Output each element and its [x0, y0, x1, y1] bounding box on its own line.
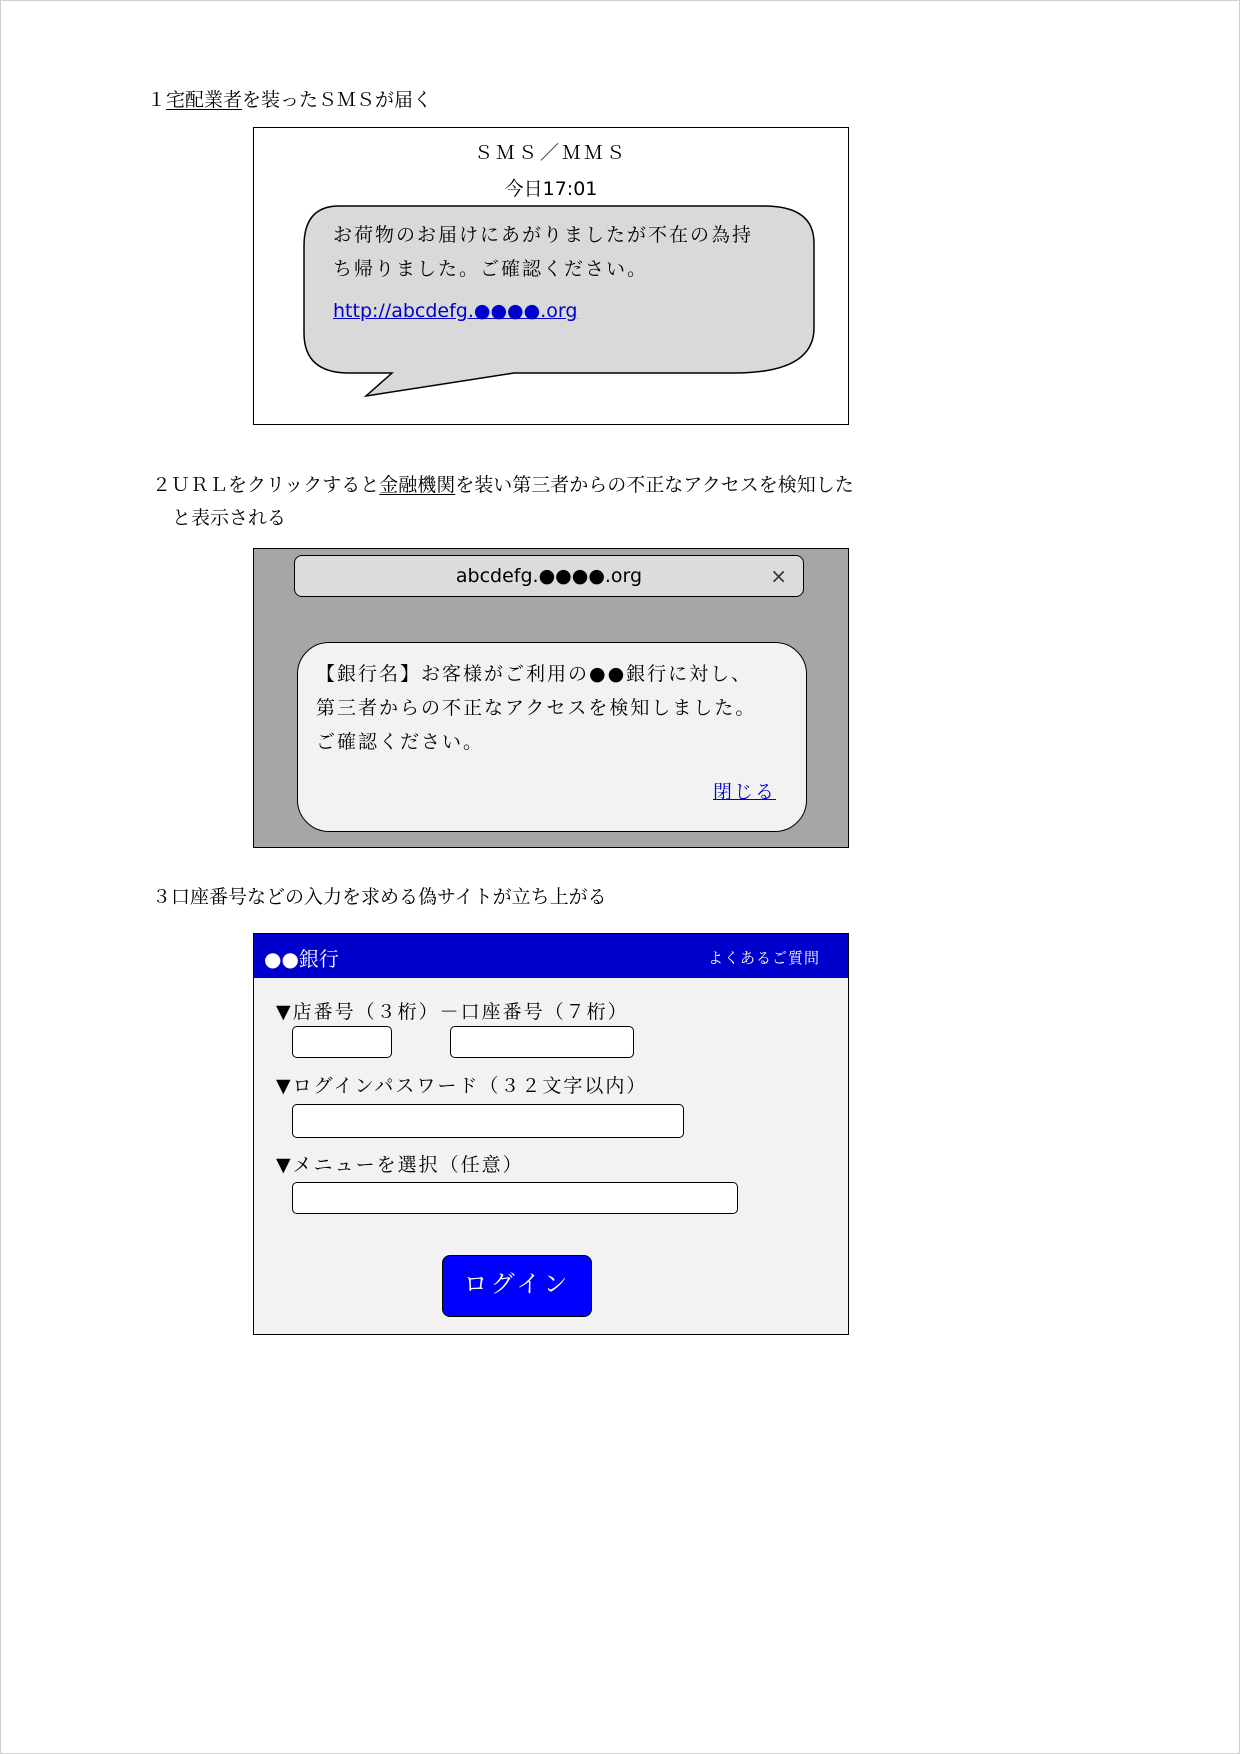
login-button[interactable]: ログイン	[442, 1255, 592, 1317]
alert-line: 【銀行名】お客様がご利用の●●銀行に対し、	[316, 663, 753, 685]
step-2-underlined: 金融機関	[379, 474, 456, 496]
url-bar[interactable]	[294, 555, 804, 597]
alert-popup	[297, 642, 807, 832]
alert-message	[316, 657, 796, 759]
alert-line: 第三者からの不正なアクセスを検知しました。	[316, 697, 757, 719]
branch-number-input[interactable]	[292, 1026, 392, 1058]
fake-bank-panel	[253, 933, 849, 1335]
bank-header	[254, 934, 848, 978]
faq-link[interactable]: よくあるご質問	[707, 949, 820, 967]
sms-title: ＳＭＳ／ＭＭＳ	[473, 142, 628, 164]
step-1-underlined: 宅配業者	[166, 89, 243, 111]
sms-panel	[253, 127, 849, 425]
sms-message-line: ち帰りました。ご確認ください。	[333, 258, 649, 280]
browser-panel	[253, 548, 849, 848]
close-link[interactable]: 閉じる	[712, 781, 776, 803]
url-text: abcdefg.●●●●.org	[455, 565, 643, 587]
sms-link[interactable]: http://abcdefg.●●●●.org	[333, 300, 578, 322]
sms-message	[333, 218, 803, 286]
step-1-text: を装ったＳＭＳが届く	[242, 89, 433, 111]
bank-name: ●●銀行	[264, 947, 339, 971]
sms-time: 今日17:01	[504, 178, 598, 200]
password-label: ▼ログインパスワード（３２文字以内）	[276, 1075, 648, 1097]
step-2-heading	[152, 469, 854, 501]
account-number-input[interactable]	[450, 1026, 634, 1058]
alert-line: ご確認ください。	[316, 731, 485, 753]
step-2-text-rest: を装い第三者からの不正なアクセスを検知した	[455, 474, 854, 496]
password-input[interactable]	[292, 1104, 684, 1138]
close-icon[interactable]: ×	[770, 564, 787, 588]
step-3-heading: ３口座番号などの入力を求める偽サイトが立ち上がる	[152, 886, 607, 908]
step-2-text: ２ＵＲＬをクリックすると	[152, 474, 380, 496]
step-2-heading-line2: と表示される	[172, 507, 287, 529]
sms-message-line: お荷物のお届けにあがりましたが不在の為持	[333, 224, 754, 246]
menu-label: ▼メニューを選択（任意）	[276, 1154, 524, 1176]
step-1-heading	[147, 84, 432, 116]
step-1-number: １	[147, 89, 167, 111]
branch-account-label: ▼店番号（３桁）－口座番号（７桁）	[276, 1001, 629, 1023]
menu-select[interactable]	[292, 1182, 738, 1214]
